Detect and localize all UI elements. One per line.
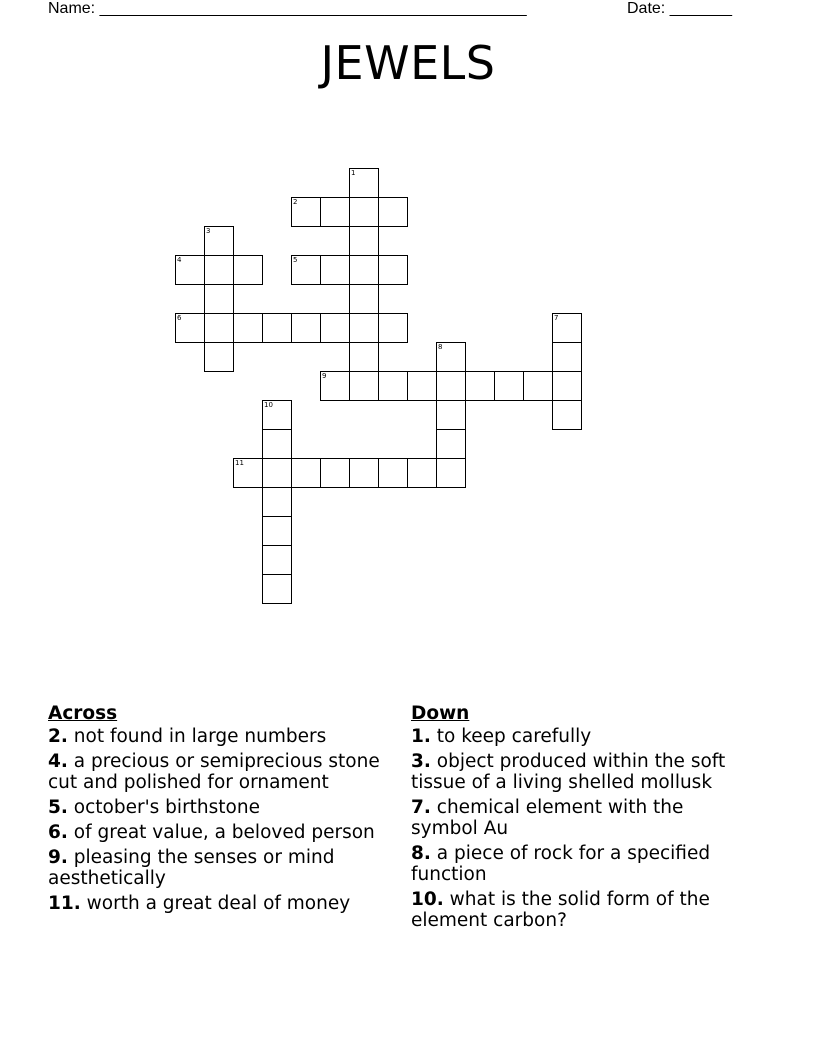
down-clue [411,843,751,885]
clue-number: 1 [351,169,356,177]
down-clue [411,797,751,839]
across-clue [48,797,408,818]
grid-cell [349,197,379,227]
clue-text: worth a great deal of money [80,893,351,914]
clue-text: october's birthstone [67,797,260,818]
grid-cell [349,226,379,256]
grid-cell [320,313,350,343]
grid-cell [320,458,350,488]
grid-cell [233,313,263,343]
clue-number: 6 [177,314,182,322]
name-field-label: Name: ________________________________________________ [48,0,527,17]
grid-cell [349,313,379,343]
grid-cell [465,371,495,401]
grid-cell [407,371,437,401]
grid-cell [349,458,379,488]
clue-number: 3 [206,227,211,235]
clue-number-label: 10. [411,889,444,910]
grid-cell [204,313,234,343]
clue-number-label: 5. [48,797,68,818]
clue-number-label: 8. [411,843,431,864]
grid-cell [436,400,466,430]
clue-text: pleasing the senses or mind aesthetically [48,847,335,889]
clue-number-label: 1. [411,726,431,747]
grid-cell [204,284,234,314]
grid-cell [494,371,524,401]
across-clue [48,822,408,843]
grid-cell [523,371,553,401]
grid-cell [436,371,466,401]
across-clue [48,893,408,914]
grid-cell [552,342,582,372]
clue-number: 11 [235,459,244,467]
across-clue [48,847,408,889]
grid-cell [349,255,379,285]
grid-cell [320,255,350,285]
grid-cell [349,371,379,401]
date-field-label: Date: _______ [627,0,732,17]
clue-number: 7 [554,314,559,322]
clue-number: 5 [293,256,298,264]
clue-text: a piece of rock for a specified function [411,843,711,885]
clue-number: 4 [177,256,182,264]
down-heading: Down [411,703,470,724]
clue-number-label: 4. [48,751,68,772]
grid-cell [262,429,292,459]
grid-cell [436,429,466,459]
grid-cell [349,284,379,314]
across-clues [48,703,408,918]
clue-text: not found in large numbers [67,726,327,747]
grid-cell [378,371,408,401]
clue-text: chemical element with the symbol Au [411,797,684,839]
down-clue [411,751,751,793]
clue-text: to keep carefully [430,726,592,747]
across-clue [48,751,408,793]
clue-number-label: 9. [48,847,68,868]
grid-cell [291,313,321,343]
across-clue-list [48,726,408,914]
grid-cell [407,458,437,488]
clue-number: 8 [438,343,443,351]
down-clues [411,703,751,935]
grid-cell [320,197,350,227]
across-heading: Across [48,703,118,724]
grid-cell [436,458,466,488]
across-clue [48,726,408,747]
grid-cell [378,255,408,285]
grid-cell [378,313,408,343]
down-clue [411,889,751,931]
clue-number-label: 7. [411,797,431,818]
clue-number-label: 3. [411,751,431,772]
grid-cell [378,197,408,227]
clue-number-label: 2. [48,726,68,747]
grid-cell [378,458,408,488]
grid-cell [262,458,292,488]
grid-cell [552,400,582,430]
clue-number: 10 [264,401,273,409]
grid-cell [262,313,292,343]
grid-cell [204,342,234,372]
grid-cell [349,342,379,372]
clue-number-label: 6. [48,822,68,843]
grid-cell [291,458,321,488]
clue-text: of great value, a beloved person [67,822,375,843]
page-title: JEWELS [320,36,496,90]
clue-number: 2 [293,198,298,206]
grid-cell [262,545,292,575]
grid-cell [552,371,582,401]
clue-text: what is the solid form of the element carbon? [411,889,710,931]
grid-cell [262,574,292,604]
clue-text: object produced within the soft tissue of a living shelled mollusk [411,751,726,793]
grid-cell [262,516,292,546]
clue-number-label: 11. [48,893,81,914]
grid-cell [204,255,234,285]
clue-number: 9 [322,372,327,380]
clue-text: a precious or semiprecious stone cut and polished for ornament [48,751,380,793]
grid-cell [262,487,292,517]
down-clue-list [411,726,751,931]
down-clue [411,726,751,747]
grid-cell [233,255,263,285]
